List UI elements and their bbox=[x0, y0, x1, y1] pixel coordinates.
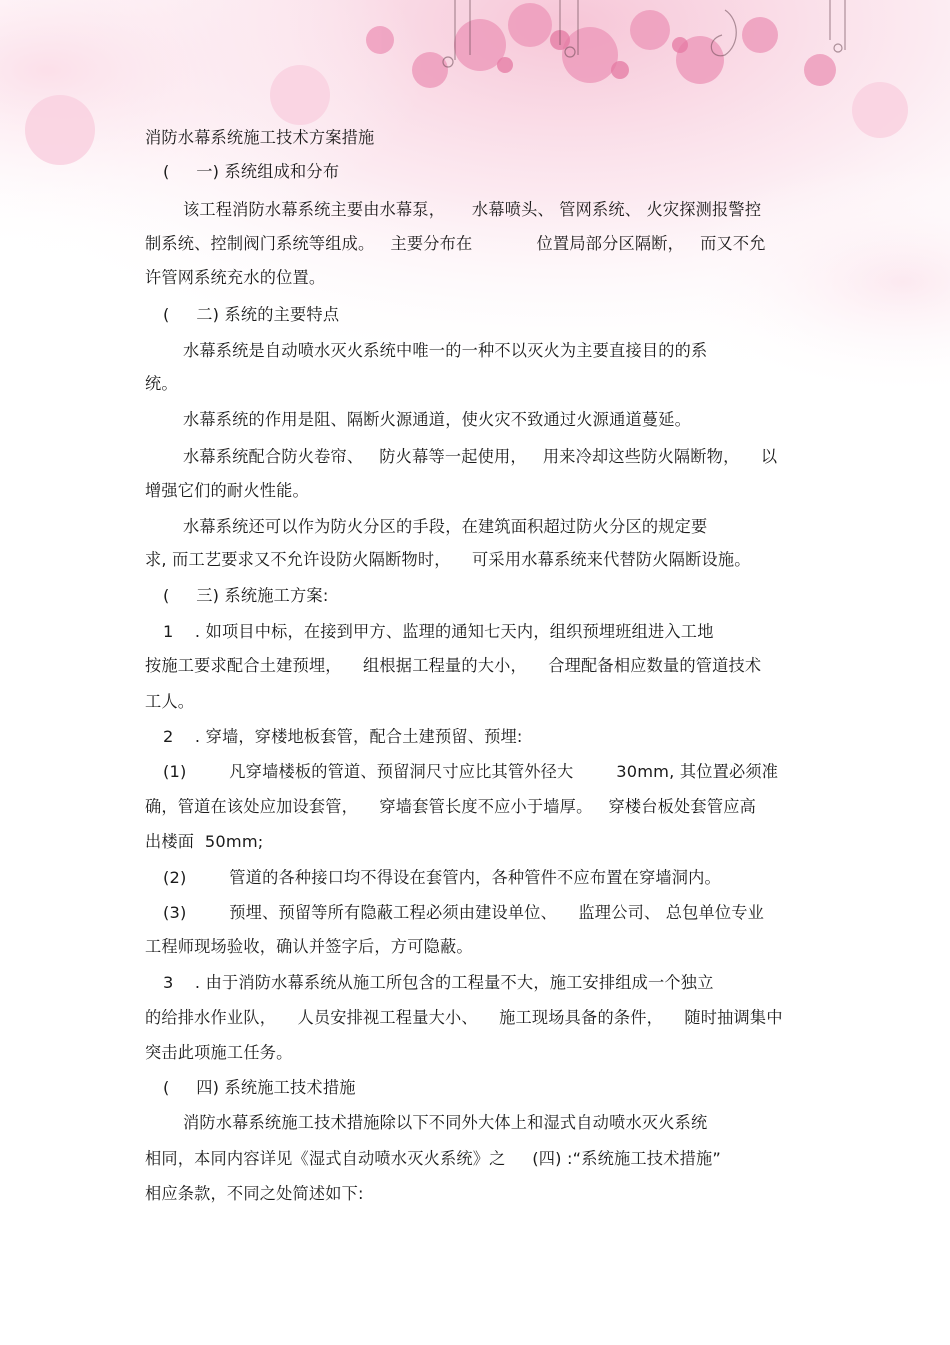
paragraph-line: 增强它们的耐火性能。 bbox=[145, 481, 309, 500]
paragraph-line: 消防水幕系统施工技术措施除以下不同外大体上和湿式自动喷水灭火系统 bbox=[183, 1113, 708, 1132]
paragraph-line: 许管网系统充水的位置。 bbox=[145, 268, 326, 287]
paragraph-line: 确，管道在该处应加设套管， 穿墙套管长度不应小于墙厚。 穿楼台板处套管应高 bbox=[145, 797, 756, 816]
section-heading-1: ( 一) 系统组成和分布 bbox=[163, 162, 340, 181]
paragraph-line: 相应条款，不同之处简述如下: bbox=[145, 1184, 364, 1203]
sub-item-2: (2) 管道的各种接口均不得设在套管内，各种管件不应布置在穿墙洞内。 bbox=[163, 868, 721, 887]
paragraph-line: 制系统、控制阀门系统等组成。 主要分布在 位置局部分区隔断， 而又不允 bbox=[145, 234, 766, 253]
section-heading-4: ( 四) 系统施工技术措施 bbox=[163, 1078, 356, 1097]
section-heading-2: ( 二) 系统的主要特点 bbox=[163, 305, 340, 324]
paragraph-line: 求, 而工艺要求又不允许设防火隔断物时， 可采用水幕系统来代替防火隔断设施。 bbox=[145, 550, 751, 569]
paragraph-line: 的给排水作业队， 人员安排视工程量大小、 施工现场具备的条件， 随时抽调集中 bbox=[145, 1008, 783, 1027]
numbered-item-2: 2 . 穿墙，穿楼地板套管，配合土建预留、预埋: bbox=[163, 727, 523, 746]
paragraph-line: 工程师现场验收，确认并签字后，方可隐蔽。 bbox=[145, 937, 473, 956]
paragraph-line: 该工程消防水幕系统主要由水幕泵， 水幕喷头、 管网系统、 火灾探测报警控 bbox=[183, 200, 762, 219]
sub-item-3: (3) 预埋、预留等所有隐蔽工程必须由建设单位、 监理公司、 总包单位专业 bbox=[163, 903, 765, 922]
section-heading-3: ( 三) 系统施工方案: bbox=[163, 586, 329, 605]
numbered-item-1: 1 . 如项目中标，在接到甲方、监理的通知七天内，组织预埋班组进入工地 bbox=[163, 622, 714, 641]
paragraph-line: 水幕系统的作用是阻、隔断火源通道，使火灾不致通过火源通道蔓延。 bbox=[183, 410, 692, 429]
paragraph-line: 突击此项施工任务。 bbox=[145, 1043, 293, 1062]
paragraph-line: 水幕系统配合防火卷帘、 防火幕等一起使用， 用来冷却这些防火隔断物， 以 bbox=[183, 447, 778, 466]
document-title: 消防水幕系统施工技术方案措施 bbox=[145, 128, 375, 147]
paragraph-line: 统。 bbox=[145, 374, 178, 393]
paragraph-line: 工人。 bbox=[145, 692, 195, 711]
paragraph-line: 出楼面 50mm; bbox=[145, 832, 264, 851]
paragraph-line: 相同，本同内容详见《湿式自动喷水灭火系统》之 (四) :“系统施工技术措施” bbox=[145, 1149, 721, 1168]
numbered-item-3: 3 . 由于消防水幕系统从施工所包含的工程量不大，施工安排组成一个独立 bbox=[163, 973, 714, 992]
paragraph-line: 按施工要求配合土建预埋， 组根据工程量的大小， 合理配备相应数量的管道技术 bbox=[145, 656, 762, 675]
sub-item-1: (1) 凡穿墙楼板的管道、预留洞尺寸应比其管外径大 30mm, 其位置必须准 bbox=[163, 762, 779, 781]
paragraph-line: 水幕系统还可以作为防火分区的手段，在建筑面积超过防火分区的规定要 bbox=[183, 517, 708, 536]
paragraph-line: 水幕系统是自动喷水灭火系统中唯一的一种不以灭火为主要直接目的的系 bbox=[183, 341, 708, 360]
